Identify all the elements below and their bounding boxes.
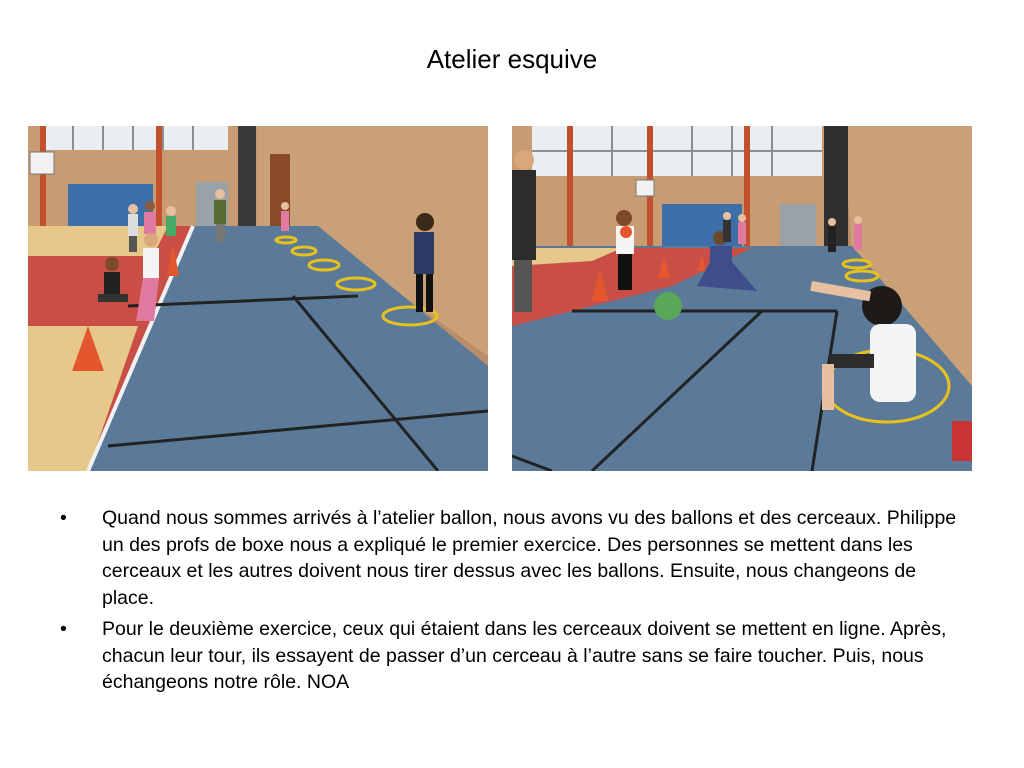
window-strip [43,126,228,150]
bullet-marker: • [60,507,67,529]
photo-gym-dodgeball-right-illustration [512,126,972,471]
green-ball [654,292,682,320]
slide-title: Atelier esquive [426,44,598,74]
basketball-board [30,152,54,174]
basketball-board [636,180,654,196]
bullet-text: Pour le deuxième exercice, ceux qui étaient dans les cerceaux doivent se mettent en ligne. Après, chacun leur tour, ils essayent de passer d’un cerceau à l’autre sans se faire toucher. Puis, nous échangeons notre rôle. NOA [102,618,947,693]
photo-gym-hoops-left-illustration [28,126,488,471]
bullet-item [60,616,960,696]
bullet-text: Quand nous sommes arrivés à l’atelier ballon, nous avons vu des ballons et des cerceaux. Philippe un des profs de boxe nous a expliqué le premier exercice. Des personnes se mettent dans les cerceaux et les autres doivent nous tirer dessus avec les ballons. Ensuite, nous changeons de place. [102,507,957,609]
photo-gym-dodgeball-right [512,126,972,471]
blue-wall-mat [68,184,153,228]
bullet-item [60,505,960,611]
bullet-list [60,505,960,701]
bullet-marker: • [60,618,67,640]
photo-gym-hoops-left [28,126,488,471]
gym-door [780,204,816,250]
